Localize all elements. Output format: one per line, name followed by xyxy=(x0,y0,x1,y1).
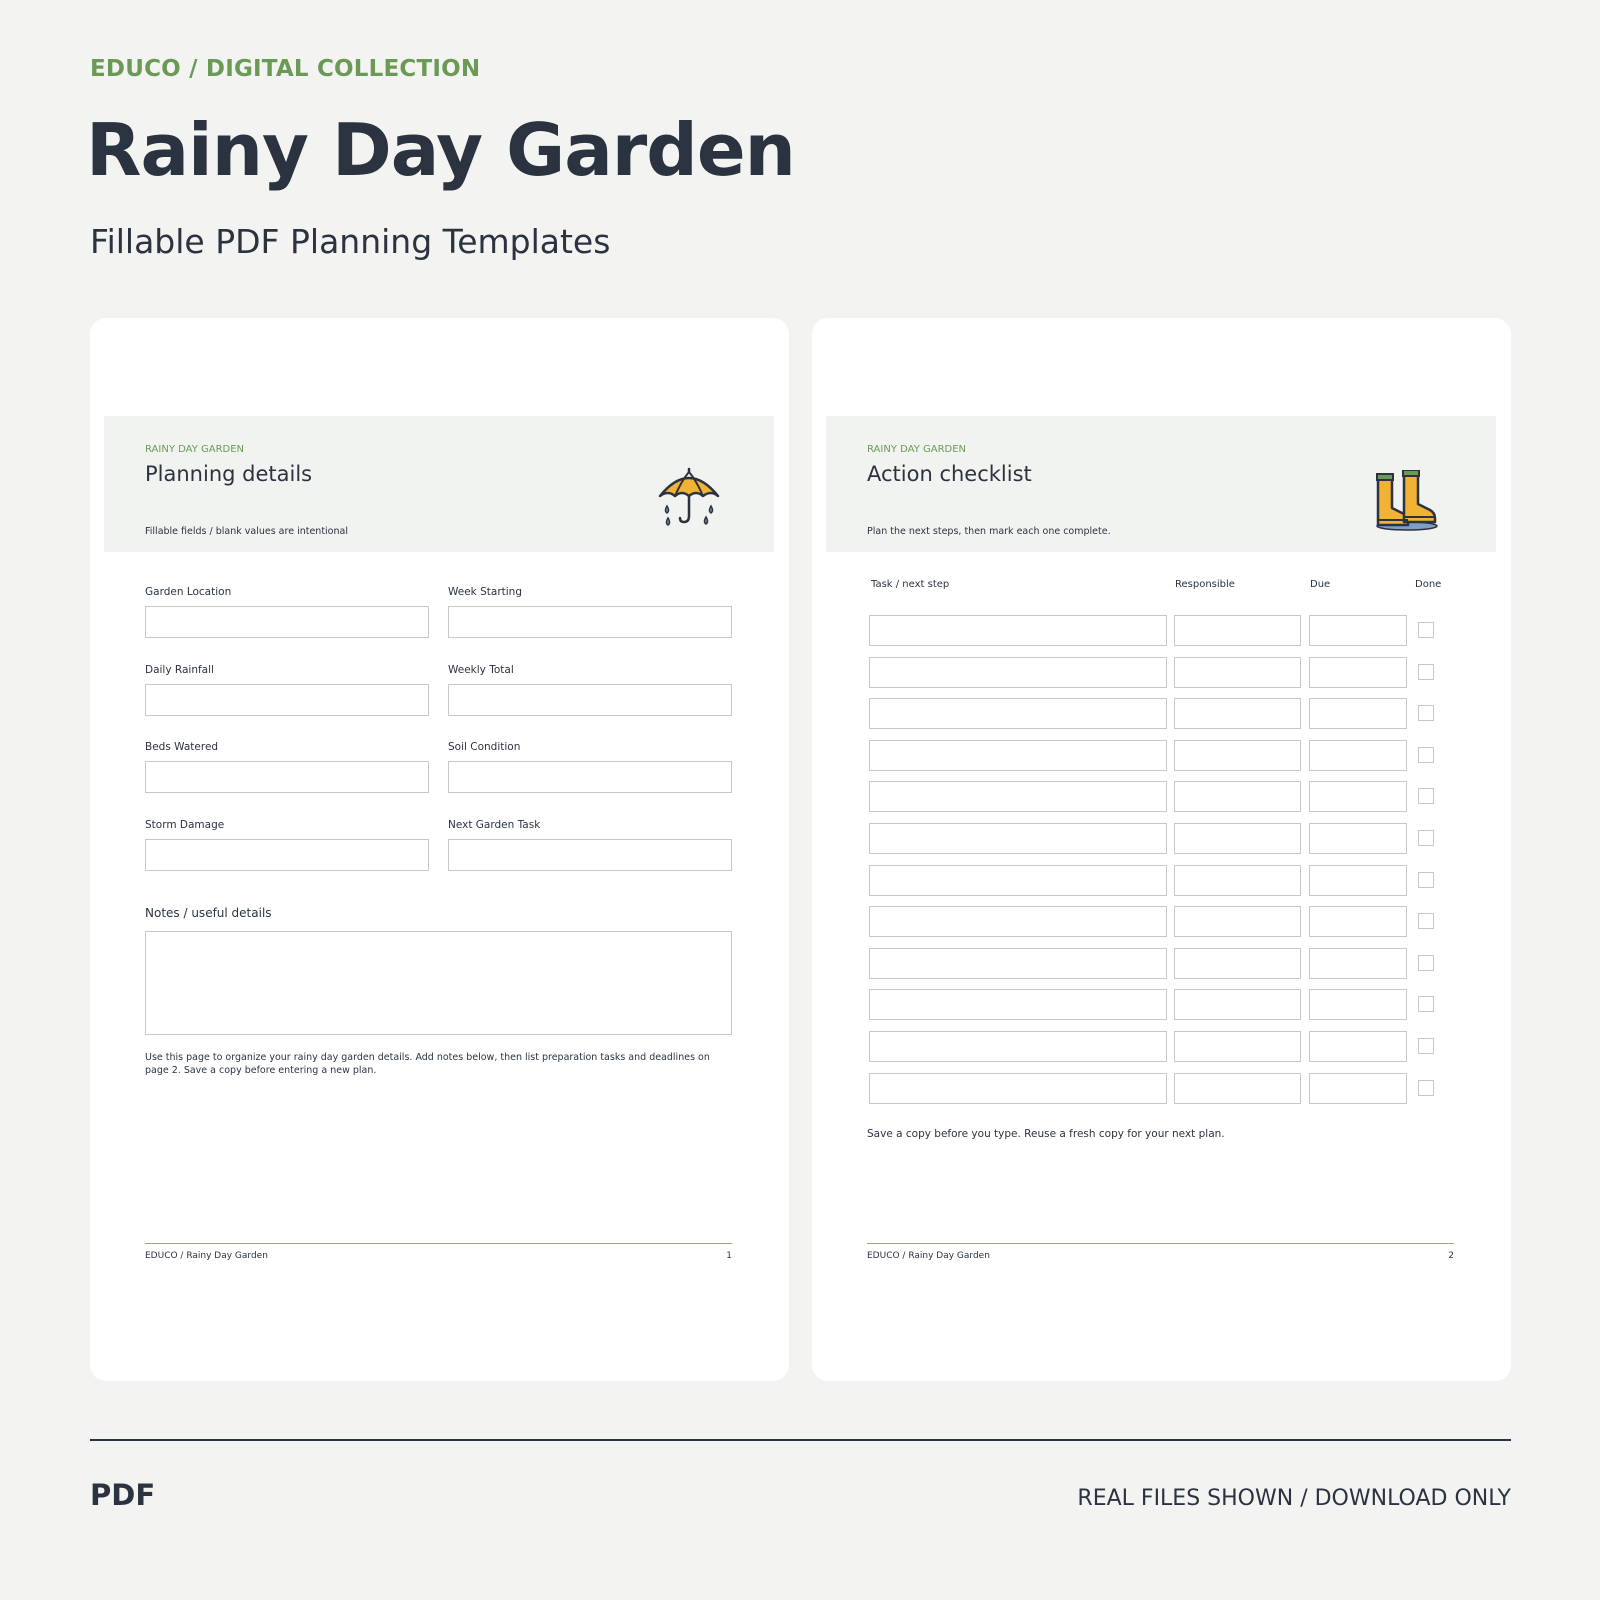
footer-label: EDUCO / Rainy Day Garden xyxy=(145,1251,268,1261)
page-number: 1 xyxy=(726,1251,732,1261)
responsible-field[interactable] xyxy=(1174,1031,1301,1062)
due-field[interactable] xyxy=(1309,781,1407,812)
column-header-due: Due xyxy=(1310,579,1331,590)
due-field[interactable] xyxy=(1309,989,1407,1020)
help-text: Use this page to organize your rainy day garden details. Add notes below, then list preparation tasks and deadlines on page 2. Save a copy before entering a new plan. xyxy=(145,1052,710,1076)
week-starting-field[interactable] xyxy=(448,606,732,638)
due-field[interactable] xyxy=(1309,657,1407,688)
brand-line: EDUCO / DIGITAL COLLECTION xyxy=(90,56,481,82)
sheet-title: Action checklist xyxy=(867,462,1032,486)
umbrella-icon xyxy=(656,466,722,532)
done-checkbox[interactable] xyxy=(1418,955,1434,971)
storm-damage-label: Storm Damage xyxy=(145,819,225,831)
responsible-field[interactable] xyxy=(1174,698,1301,729)
sheet-note: Plan the next steps, then mark each one complete. xyxy=(867,526,1111,537)
action-checklist-header xyxy=(826,416,1496,552)
download-disclaimer: REAL FILES SHOWN / DOWNLOAD ONLY xyxy=(1077,1486,1511,1511)
garden-location-label: Garden Location xyxy=(145,586,232,598)
daily-rainfall-label: Daily Rainfall xyxy=(145,664,214,676)
planning-details-preview xyxy=(90,318,789,1381)
responsible-field[interactable] xyxy=(1174,989,1301,1020)
done-checkbox[interactable] xyxy=(1418,664,1434,680)
format-label: PDF xyxy=(90,1478,156,1512)
planning-details-header xyxy=(104,416,774,552)
task-field[interactable] xyxy=(869,740,1167,771)
sheet-note: Fillable fields / blank values are intentional xyxy=(145,526,348,537)
responsible-field[interactable] xyxy=(1174,906,1301,937)
done-checkbox[interactable] xyxy=(1418,830,1434,846)
due-field[interactable] xyxy=(1309,823,1407,854)
soil-condition-label: Soil Condition xyxy=(448,741,521,753)
responsible-field[interactable] xyxy=(1174,781,1301,812)
task-field[interactable] xyxy=(869,948,1167,979)
task-field[interactable] xyxy=(869,698,1167,729)
responsible-field[interactable] xyxy=(1174,740,1301,771)
done-checkbox[interactable] xyxy=(1418,705,1434,721)
bottom-divider xyxy=(90,1439,1511,1441)
rain-boots-icon xyxy=(1374,470,1440,532)
responsible-field[interactable] xyxy=(1174,865,1301,896)
soil-condition-field[interactable] xyxy=(448,761,732,793)
column-header-responsible: Responsible xyxy=(1175,579,1235,590)
notes-field[interactable] xyxy=(145,931,732,1035)
done-checkbox[interactable] xyxy=(1418,747,1434,763)
done-checkbox[interactable] xyxy=(1418,1038,1434,1054)
due-field[interactable] xyxy=(1309,1073,1407,1104)
responsible-field[interactable] xyxy=(1174,1073,1301,1104)
due-field[interactable] xyxy=(1309,1031,1407,1062)
done-checkbox[interactable] xyxy=(1418,872,1434,888)
task-field[interactable] xyxy=(869,906,1167,937)
sheet-kicker: RAINY DAY GARDEN xyxy=(867,444,967,455)
beds-watered-label: Beds Watered xyxy=(145,741,219,753)
sheet-title: Planning details xyxy=(145,462,313,486)
due-field[interactable] xyxy=(1309,615,1407,646)
due-field[interactable] xyxy=(1309,906,1407,937)
due-field[interactable] xyxy=(1309,740,1407,771)
sheet-kicker: RAINY DAY GARDEN xyxy=(145,444,245,455)
notes-label: Notes / useful details xyxy=(145,906,272,920)
footer-divider xyxy=(867,1243,1454,1244)
task-field[interactable] xyxy=(869,989,1167,1020)
done-checkbox[interactable] xyxy=(1418,1080,1434,1096)
responsible-field[interactable] xyxy=(1174,615,1301,646)
task-field[interactable] xyxy=(869,781,1167,812)
page-number: 2 xyxy=(1448,1251,1454,1261)
page-title: Rainy Day Garden xyxy=(86,108,795,192)
done-checkbox[interactable] xyxy=(1418,913,1434,929)
storm-damage-field[interactable] xyxy=(145,839,429,871)
task-field[interactable] xyxy=(869,823,1167,854)
column-header-done: Done xyxy=(1415,579,1442,590)
responsible-field[interactable] xyxy=(1174,948,1301,979)
responsible-field[interactable] xyxy=(1174,823,1301,854)
done-checkbox[interactable] xyxy=(1418,622,1434,638)
due-field[interactable] xyxy=(1309,865,1407,896)
action-checklist-preview xyxy=(812,318,1511,1381)
next-garden-task-field[interactable] xyxy=(448,839,732,871)
next-garden-task-label: Next Garden Task xyxy=(448,819,541,831)
daily-rainfall-field[interactable] xyxy=(145,684,429,716)
footer-divider xyxy=(145,1243,732,1244)
weekly-total-field[interactable] xyxy=(448,684,732,716)
due-field[interactable] xyxy=(1309,698,1407,729)
task-field[interactable] xyxy=(869,865,1167,896)
footer-label: EDUCO / Rainy Day Garden xyxy=(867,1251,990,1261)
garden-location-field[interactable] xyxy=(145,606,429,638)
task-field[interactable] xyxy=(869,1031,1167,1062)
closing-note: Save a copy before you type. Reuse a fresh copy for your next plan. xyxy=(867,1128,1225,1140)
responsible-field[interactable] xyxy=(1174,657,1301,688)
due-field[interactable] xyxy=(1309,948,1407,979)
done-checkbox[interactable] xyxy=(1418,996,1434,1012)
weekly-total-label: Weekly Total xyxy=(448,664,514,676)
page-subtitle: Fillable PDF Planning Templates xyxy=(90,222,611,261)
done-checkbox[interactable] xyxy=(1418,788,1434,804)
task-field[interactable] xyxy=(869,615,1167,646)
task-field[interactable] xyxy=(869,657,1167,688)
beds-watered-field[interactable] xyxy=(145,761,429,793)
week-starting-label: Week Starting xyxy=(448,586,522,598)
task-field[interactable] xyxy=(869,1073,1167,1104)
column-header-task: Task / next step xyxy=(871,579,950,590)
